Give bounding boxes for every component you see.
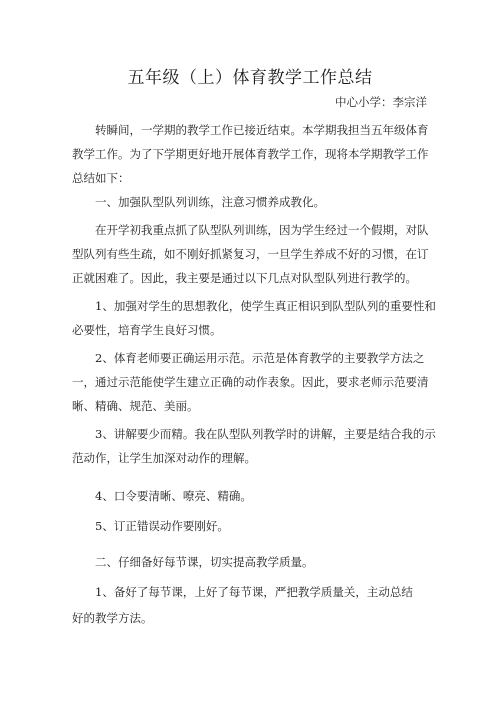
paragraph-continuation: 好的教学方法。 [72,611,153,625]
list-item-3: 3、讲解要少而精。我在队型队列教学时的讲解，主要是结合我的示范动作，让学生加深对动作的理解。 [72,427,436,465]
list-item-5: 5、订正错误动作要刚好。 [95,519,229,533]
list-item-6: 1、备好了每节课，上好了每节课，严把教学质量关，主动总结 [95,585,413,599]
author-line: 中心小学：李宗洋 [335,95,427,109]
document-title: 五年级（上）体育教学工作总结 [127,68,373,88]
section-heading-2: 二、仔细备好每节课，切实提高教学质量。 [95,555,314,569]
list-item-2: 2、体育老师要正确运用示范。示范是体育教学的主要教学方法之一，通过示范能使学生建立正确的动作表象。因此，要求老师示范要清晰、精确、规范、美丽。 [72,351,429,413]
paragraph-section-1: 在开学初我重点抓了队型队列训练，因为学生经过一个假期，对队型队列有些生疏，如不刚好抓紧复习，一旦学生养成不好的习惯，在订正就困难了。因此，我主要是通过以下几点对队型队列进行教学的。 [72,223,429,285]
paragraph-intro: 转瞬间，一学期的教学工作已接近结束。本学期我担当五年级体育教学工作。为了下学期更好地开展体育教学工作，现将本学期教学工作总结如下： [72,123,429,185]
section-heading-1: 一、加强队型队列训练，注意习惯养成教化。 [95,195,325,209]
list-item-4: 4、口令要清晰、嘹亮、精确。 [95,489,252,503]
list-item-1: 1、加强对学生的思想教化，使学生真正相识到队型队列的重要性和必要性，培育学生良好习惯。 [72,299,436,337]
